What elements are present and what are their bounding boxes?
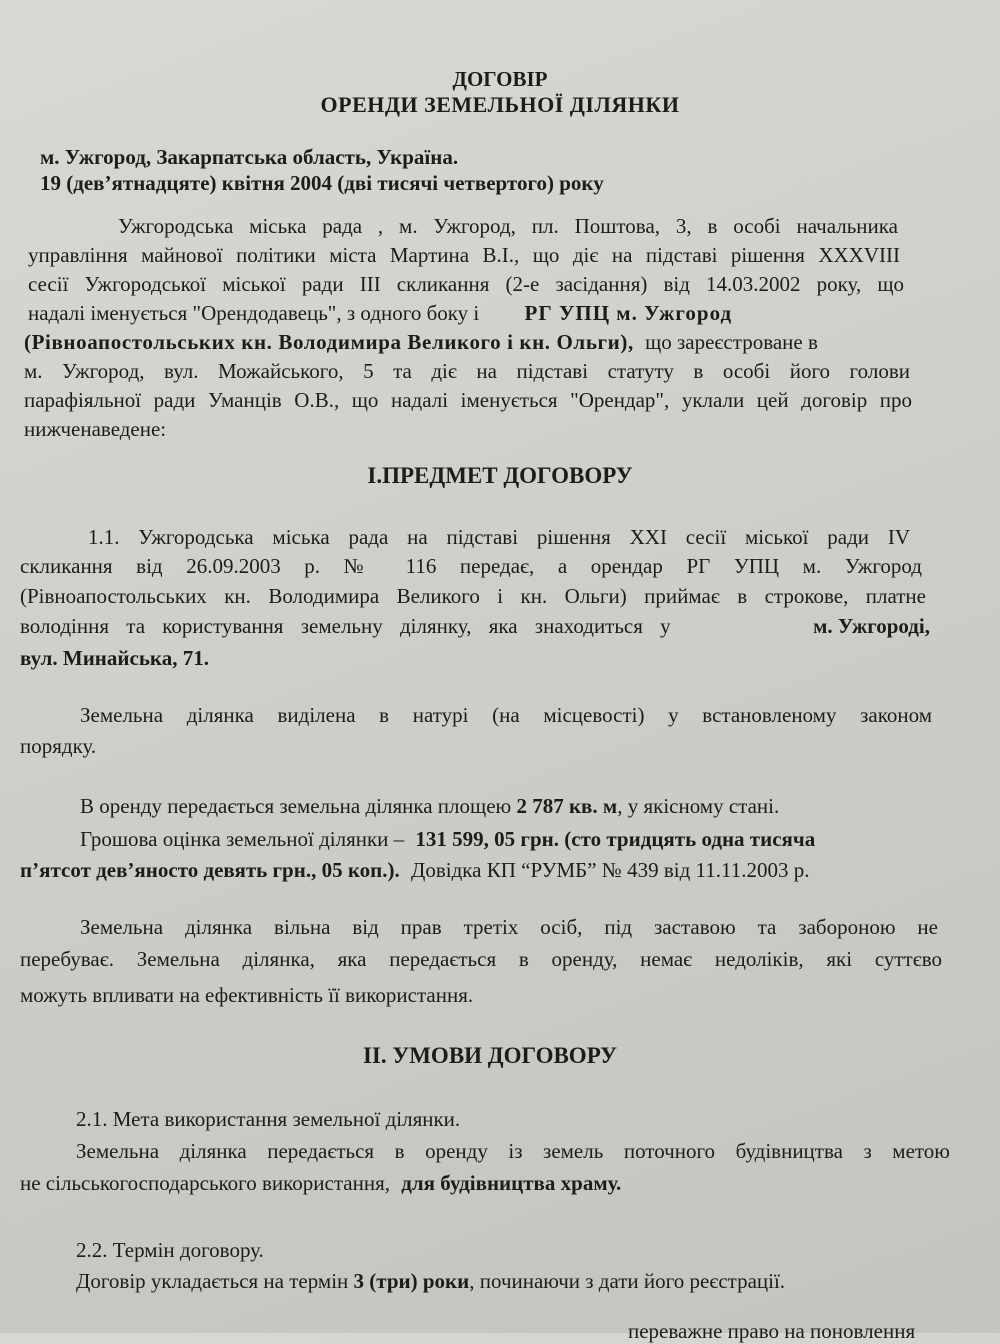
s2-p22-line bbox=[76, 1268, 785, 1294]
s2-p23-partial: переважне право на поновлення bbox=[628, 1319, 916, 1343]
intro-line-5-text: що зареєстроване в bbox=[645, 330, 818, 354]
s1-p4-line-2 bbox=[20, 857, 809, 883]
s1-p1-line-4-text: володіння та користування земельну ділянку, яка знаходиться у bbox=[20, 614, 671, 638]
s1-p5-line-1: Земельна ділянка вільна від прав третіх осіб, під заставою та забороною не bbox=[80, 915, 938, 939]
lessee-full-name: (Рівноапостольських кн. Володимира Великого і кн. Ольги), bbox=[24, 330, 634, 354]
s2-p22-title: 2.2. Термін договору. bbox=[76, 1238, 264, 1262]
s1-p5-line-3: можуть впливати на ефективність її використання. bbox=[20, 983, 474, 1007]
intro-line-5 bbox=[24, 329, 818, 355]
s1-p2-line-1: Земельна ділянка виділена в натурі (на місцевості) у встановленому законом bbox=[80, 703, 932, 727]
s1-p4-text-a: Грошова оцінка земельної ділянки – bbox=[80, 827, 405, 851]
land-location-city: м. Ужгороді, bbox=[813, 614, 930, 638]
intro-line-2: управління майнової політики міста Мартина В.І., що діє на підставі рішення XXXVIII bbox=[28, 243, 900, 267]
s2-p21-line-2 bbox=[20, 1170, 621, 1196]
s1-p3-text-a: В оренду передається земельна ділянка площею bbox=[80, 794, 512, 818]
s1-p4-text-b: Довідка КП “РУМБ” № 439 від 11.11.2003 р. bbox=[411, 858, 810, 882]
intro-line-4 bbox=[28, 300, 732, 326]
s1-p4-line-1 bbox=[80, 826, 815, 852]
s1-p2-line-2: порядку. bbox=[20, 734, 97, 758]
land-location-street: вул. Минайська, 71. bbox=[20, 646, 209, 670]
s1-p5-line-2: перебуває. Земельна ділянка, яка передається в оренду, немає недоліків, які суттєво bbox=[20, 947, 942, 971]
land-purpose: для будівництва храму. bbox=[401, 1171, 622, 1195]
section-1-heading: І.ПРЕДМЕТ ДОГОВОРУ bbox=[367, 463, 633, 488]
s1-p1-line-3: (Рівноапостольських кн. Володимира Великого і кн. Ольги) приймає в строкове, платне bbox=[20, 584, 926, 608]
contract-term: 3 (три) роки bbox=[353, 1269, 470, 1293]
lessee-name: РГ УПЦ м. Ужгород bbox=[524, 301, 733, 325]
s2-p21-title: 2.1. Мета використання земельної ділянки. bbox=[76, 1107, 461, 1131]
s2-p21-text-a: не сільськогосподарського використання, bbox=[20, 1171, 390, 1195]
intro-line-6: м. Ужгород, вул. Можайського, 5 та діє на підставі статуту в особі його голови bbox=[24, 359, 910, 383]
contract-date: 19 (дев’ятнадцяте) квітня 2004 (дві тисячі четвертого) року bbox=[40, 171, 604, 195]
s2-p22-text-b: , починаючи з дати його реєстрації. bbox=[469, 1269, 786, 1293]
s1-p1-line-4 bbox=[20, 613, 930, 639]
contract-place: м. Ужгород, Закарпатська область, Україна. bbox=[40, 145, 459, 169]
s2-p21-line-1: Земельна ділянка передається в оренду із земель поточного будівництва з метою bbox=[76, 1139, 950, 1163]
intro-line-4-text: надалі іменується "Орендодавець", з одного боку і bbox=[28, 301, 480, 325]
s1-p3 bbox=[80, 793, 779, 819]
s1-p1-line-1: 1.1. Ужгородська міська рада на підставі рішення XXI сесії міської ради IV bbox=[88, 525, 910, 549]
intro-line-7: парафіяльної ради Уманців О.В., що надалі іменується "Орендар", уклали цей договір про bbox=[24, 388, 912, 412]
title-line-2: ОРЕНДИ ЗЕМЕЛЬНОЇ ДІЛЯНКИ bbox=[320, 92, 680, 117]
intro-line-3: сесії Ужгородської міської ради III скликання (2-е засідання) від 14.03.2002 року, що bbox=[28, 272, 904, 296]
s1-p1-line-2: скликання від 26.09.2003 р. № 116 передає, а орендар РГ УПЦ м. Ужгород bbox=[20, 554, 922, 578]
s1-p3-text-b: , у якісному стані. bbox=[617, 794, 780, 818]
land-valuation: 131 599, 05 грн. (сто тридцять одна тисяча bbox=[415, 827, 816, 851]
land-valuation-words: п’ятсот дев’яносто девять грн., 05 коп.). bbox=[20, 858, 400, 882]
intro-line-1: Ужгородська міська рада , м. Ужгород, пл. Поштова, 3, в особі начальника bbox=[118, 214, 898, 238]
s2-p22-text-a: Договір укладається на термін bbox=[76, 1269, 349, 1293]
land-area: 2 787 кв. м bbox=[516, 794, 618, 818]
section-2-heading: ІІ. УМОВИ ДОГОВОРУ bbox=[362, 1043, 618, 1068]
intro-line-8: нижченаведене: bbox=[24, 417, 167, 441]
title-line-1: ДОГОВІР bbox=[452, 67, 548, 91]
